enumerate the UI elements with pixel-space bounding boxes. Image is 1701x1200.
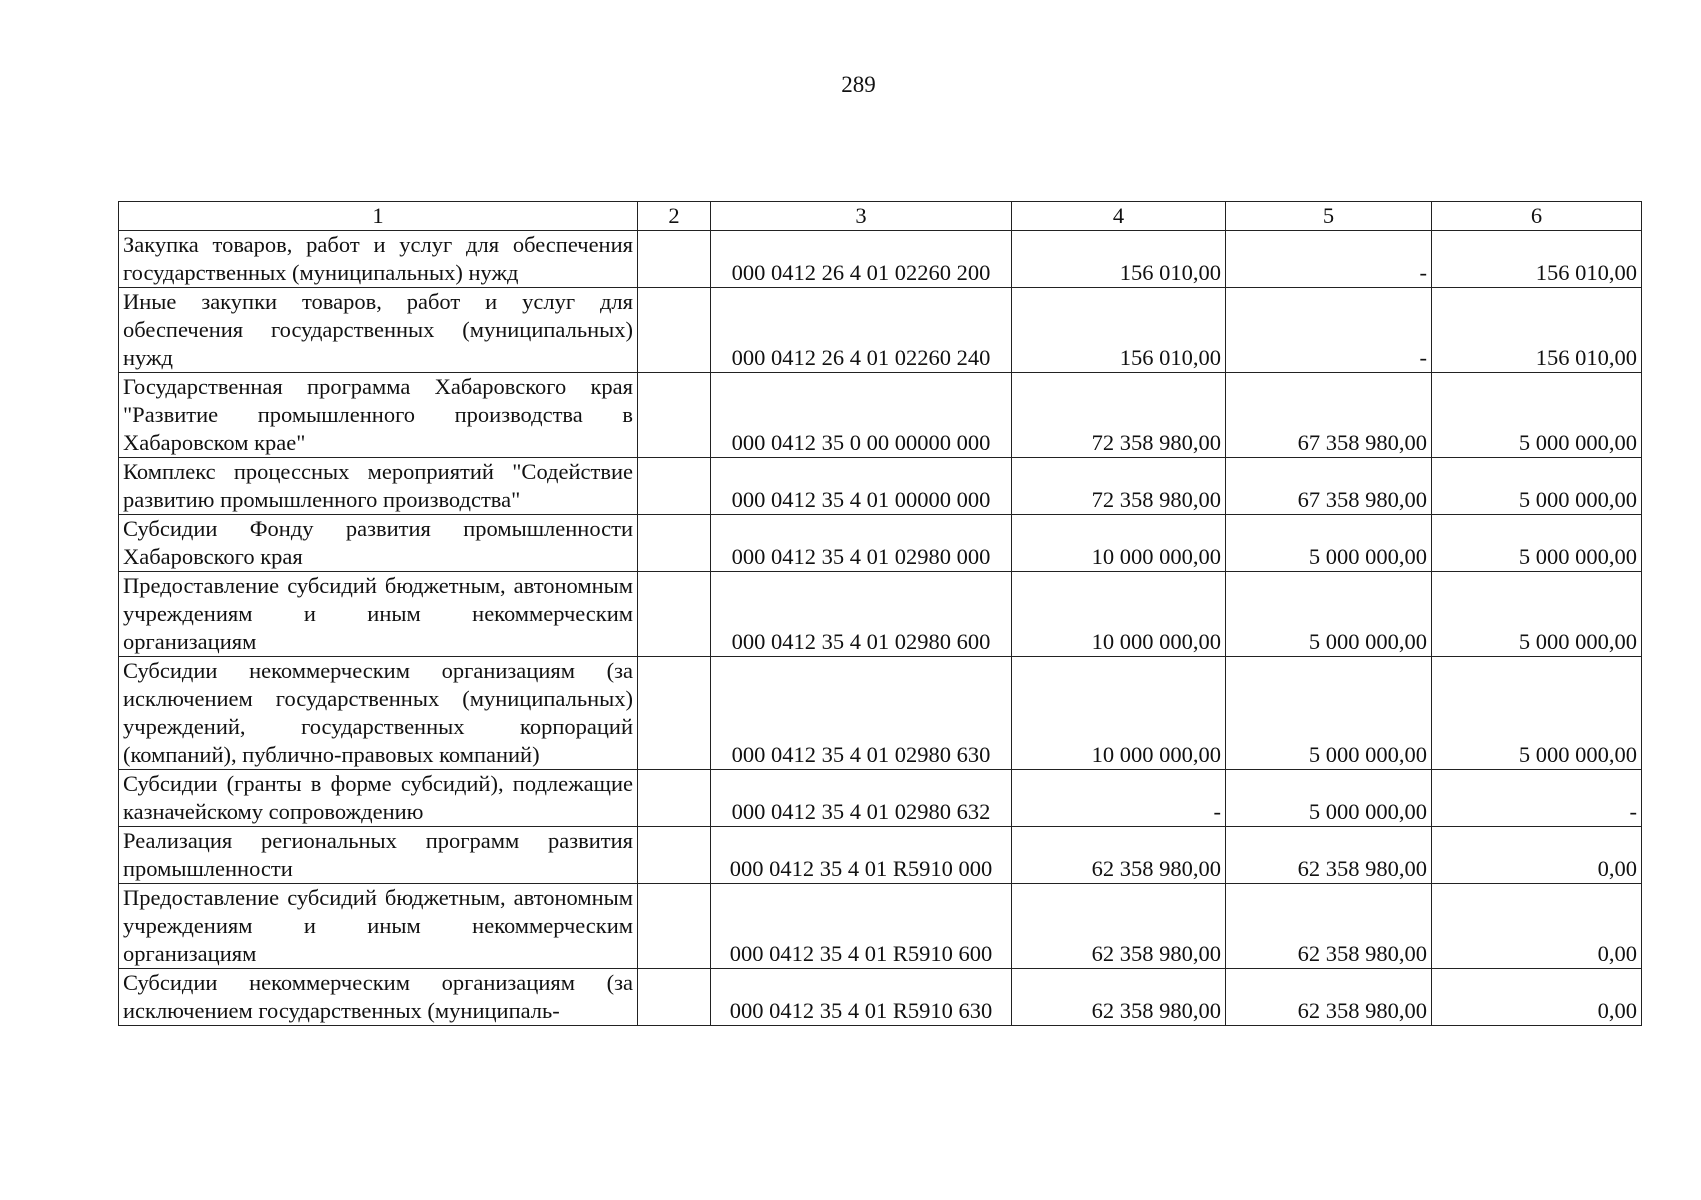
row-col4: 62 358 980,00 xyxy=(1012,827,1226,884)
row-col6: 5 000 000,00 xyxy=(1432,458,1642,515)
row-col6: 0,00 xyxy=(1432,884,1642,969)
row-code: 000 0412 35 4 01 R5910 000 xyxy=(711,827,1012,884)
row-col2 xyxy=(638,288,711,373)
row-col5: 67 358 980,00 xyxy=(1226,373,1432,458)
table-row xyxy=(119,231,1642,288)
row-col5: - xyxy=(1226,288,1432,373)
table-row xyxy=(119,288,1642,373)
row-col5: - xyxy=(1226,231,1432,288)
row-col5: 5 000 000,00 xyxy=(1226,770,1432,827)
column-header-3: 3 xyxy=(711,202,1012,231)
row-col6: 5 000 000,00 xyxy=(1432,657,1642,770)
column-header-5: 5 xyxy=(1226,202,1432,231)
row-name: Субсидии (гранты в форме субсидий), подлежащие казначейскому сопровождению xyxy=(119,770,638,827)
row-col2 xyxy=(638,884,711,969)
row-col4: - xyxy=(1012,770,1226,827)
row-name: Иные закупки товаров, работ и услуг для обеспечения государственных (муниципальных) нужд xyxy=(119,288,638,373)
row-col5: 67 358 980,00 xyxy=(1226,458,1432,515)
row-col6: - xyxy=(1432,770,1642,827)
row-code: 000 0412 35 4 01 R5910 630 xyxy=(711,969,1012,1026)
column-header-4: 4 xyxy=(1012,202,1226,231)
row-code: 000 0412 35 4 01 02980 630 xyxy=(711,657,1012,770)
row-col5: 62 358 980,00 xyxy=(1226,969,1432,1026)
row-name: Государственная программа Хабаровского края "Развитие промышленного производства в Хабаровском крае" xyxy=(119,373,638,458)
row-col4: 62 358 980,00 xyxy=(1012,969,1226,1026)
table-row xyxy=(119,572,1642,657)
table-row xyxy=(119,884,1642,969)
row-col2 xyxy=(638,770,711,827)
table-row xyxy=(119,770,1642,827)
row-col6: 5 000 000,00 xyxy=(1432,572,1642,657)
row-code: 000 0412 35 4 01 02980 632 xyxy=(711,770,1012,827)
row-name: Субсидии некоммерческим организациям (за исключением государственных (муниципальных) учреждений, государственных корпораций (компаний), публично-правовых компаний) xyxy=(119,657,638,770)
row-col5: 5 000 000,00 xyxy=(1226,572,1432,657)
page-number: 289 xyxy=(841,72,876,97)
row-name: Закупка товаров, работ и услуг для обеспечения государственных (муниципальных) нужд xyxy=(119,231,638,288)
row-col2 xyxy=(638,515,711,572)
row-col6: 0,00 xyxy=(1432,969,1642,1026)
column-header-2: 2 xyxy=(638,202,711,231)
table-row xyxy=(119,969,1642,1026)
row-name: Субсидии некоммерческим организациям (за исключением государственных (муниципаль- xyxy=(119,969,638,1026)
row-col2 xyxy=(638,373,711,458)
row-col5: 62 358 980,00 xyxy=(1226,884,1432,969)
column-header-1: 1 xyxy=(119,202,638,231)
row-col5: 62 358 980,00 xyxy=(1226,827,1432,884)
row-col2 xyxy=(638,827,711,884)
table-row xyxy=(119,657,1642,770)
row-col2 xyxy=(638,657,711,770)
row-name: Комплекс процессных мероприятий "Содействие развитию промышленного производства" xyxy=(119,458,638,515)
row-col6: 156 010,00 xyxy=(1432,231,1642,288)
header-row xyxy=(119,202,1642,231)
row-col6: 0,00 xyxy=(1432,827,1642,884)
row-code: 000 0412 35 4 01 00000 000 xyxy=(711,458,1012,515)
row-code: 000 0412 35 4 01 02980 600 xyxy=(711,572,1012,657)
row-code: 000 0412 35 4 01 02980 000 xyxy=(711,515,1012,572)
row-col6: 5 000 000,00 xyxy=(1432,373,1642,458)
table-row xyxy=(119,515,1642,572)
table-row xyxy=(119,373,1642,458)
row-col5: 5 000 000,00 xyxy=(1226,657,1432,770)
row-code: 000 0412 26 4 01 02260 240 xyxy=(711,288,1012,373)
row-col4: 156 010,00 xyxy=(1012,288,1226,373)
row-name: Субсидии Фонду развития промышленности Хабаровского края xyxy=(119,515,638,572)
table-row xyxy=(119,827,1642,884)
row-col2 xyxy=(638,572,711,657)
row-col4: 72 358 980,00 xyxy=(1012,373,1226,458)
row-code: 000 0412 35 4 01 R5910 600 xyxy=(711,884,1012,969)
row-name: Предоставление субсидий бюджетным, автономным учреждениям и иным некоммерческим организациям xyxy=(119,884,638,969)
table-row xyxy=(119,458,1642,515)
row-name: Предоставление субсидий бюджетным, автономным учреждениям и иным некоммерческим организациям xyxy=(119,572,638,657)
row-col4: 156 010,00 xyxy=(1012,231,1226,288)
row-col4: 72 358 980,00 xyxy=(1012,458,1226,515)
row-col4: 10 000 000,00 xyxy=(1012,657,1226,770)
column-header-6: 6 xyxy=(1432,202,1642,231)
row-col4: 10 000 000,00 xyxy=(1012,515,1226,572)
row-code: 000 0412 35 0 00 00000 000 xyxy=(711,373,1012,458)
row-col4: 62 358 980,00 xyxy=(1012,884,1226,969)
row-col6: 156 010,00 xyxy=(1432,288,1642,373)
row-col5: 5 000 000,00 xyxy=(1226,515,1432,572)
row-col2 xyxy=(638,231,711,288)
budget-table xyxy=(118,201,1642,1026)
row-name: Реализация региональных программ развития промышленности xyxy=(119,827,638,884)
row-col2 xyxy=(638,969,711,1026)
row-col6: 5 000 000,00 xyxy=(1432,515,1642,572)
row-code: 000 0412 26 4 01 02260 200 xyxy=(711,231,1012,288)
row-col2 xyxy=(638,458,711,515)
row-col4: 10 000 000,00 xyxy=(1012,572,1226,657)
